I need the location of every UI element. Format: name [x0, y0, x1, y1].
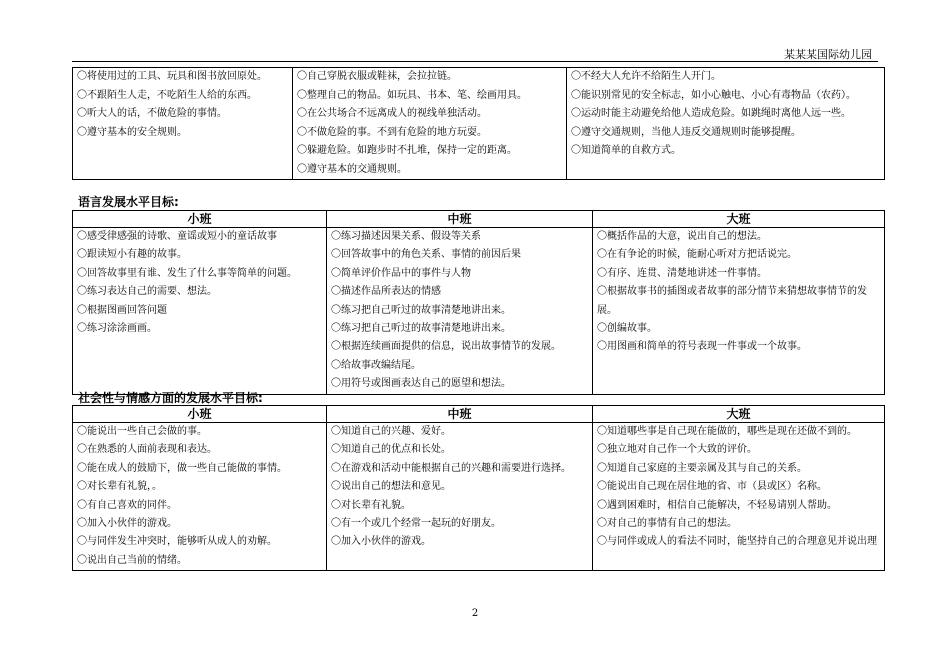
list-item: 〇在熟悉的人面前表现和表达。: [77, 444, 217, 456]
list-item: 〇知道哪些事是自己现在能做的，哪些是现在还做不到的。: [597, 426, 857, 437]
safety-col-middle: [293, 68, 567, 180]
list-item: 〇跟读短小有趣的故事。: [77, 249, 187, 261]
column-header-middle: 中班: [327, 406, 593, 423]
list-item: 〇整理自己的物品。如玩具、书本、笔、绘画用具。: [297, 89, 527, 101]
list-item: 〇能说出自己现在居住地的省、市（县或区）名称。: [597, 481, 827, 493]
list-item: 〇躲避危险。如跑步时不扎堆，保持一定的距离。: [297, 145, 517, 156]
list-item: 〇简单评价作品中的事件与人物: [331, 267, 471, 279]
safety-col-large: [567, 68, 885, 180]
list-item: 〇知道自己的优点和长处。: [331, 444, 451, 456]
header-divider: [72, 61, 878, 62]
social-goals-table: [72, 405, 885, 571]
list-item: 〇感受律感强的诗歌、童谣或短小的童话故事: [77, 231, 277, 242]
list-item: 〇说出自己当前的情绪。: [77, 554, 187, 566]
safety-col-small: [73, 68, 293, 180]
list-item: 〇与同伴或成人的看法不同时，能坚持自己的合理意见并说出理: [597, 536, 877, 548]
list-item: 〇描述作品所表达的情感: [331, 286, 441, 298]
list-item: 〇根据图画回答问题: [77, 304, 167, 316]
list-item: 〇练习表达自己的需要、想法。: [77, 286, 217, 298]
table-header-row: [73, 211, 885, 228]
table-row: [73, 423, 885, 571]
social-col-large: [593, 423, 885, 571]
list-item: 〇对长辈有礼貌。: [331, 499, 411, 511]
column-header-small: 小班: [73, 406, 327, 423]
list-item: 〇知道自己家庭的主要亲属及其与自己的关系。: [597, 462, 807, 474]
list-item: 〇练习描述因果关系、假设等关系: [331, 231, 481, 242]
list-item: 〇对长辈有礼貌，。: [77, 481, 162, 493]
list-item: 〇根据连续画面提供的信息，说出故事情节的发展。: [331, 341, 561, 353]
list-item: 〇听大人的话，不做危险的事情。: [77, 108, 227, 119]
list-item: 〇加入小伙伴的游戏。: [77, 518, 177, 530]
list-item: 〇创编故事。: [597, 323, 657, 335]
social-col-small: [73, 423, 327, 571]
list-item: 〇给故事改编结尾。: [331, 359, 421, 371]
list-item: 〇用图画和简单的符号表现一件事或一个故事。: [597, 341, 807, 353]
column-header-small: 小班: [73, 211, 327, 228]
list-item: 〇回答故事中的角色关系、事情的前因后果: [331, 249, 521, 261]
table-row: [73, 228, 885, 395]
list-item: 〇能说出一些自己会做的事。: [77, 426, 207, 437]
list-item: 〇不跟陌生人走，不吃陌生人给的东西。: [77, 89, 257, 101]
language-col-small: [73, 228, 327, 395]
list-item: 〇有序、连贯、清楚地讲述一件事情。: [597, 267, 767, 279]
list-item: 〇遇到困难时，相信自己能解决，不轻易请别人帮助。: [597, 499, 837, 511]
list-item: 〇将使用过的工具、玩具和图书放回原处。: [77, 71, 267, 82]
list-item: 〇练习把自己听过的故事清楚地讲出来。: [331, 323, 511, 335]
kindergarten-name: 某某某国际幼儿园: [784, 48, 872, 61]
list-item: 〇对自己的事情有自己的想法。: [597, 518, 737, 530]
list-item: 〇在有争论的时候，能耐心听对方把话说完。: [597, 249, 797, 261]
page-number: 2: [471, 608, 479, 619]
table-row: [73, 68, 885, 180]
list-item: 〇在公共场合不远离成人的视线单独活动。: [297, 108, 487, 119]
social-col-middle: [327, 423, 593, 571]
safety-goals-table: [72, 67, 885, 180]
list-item: 〇自己穿脱衣服或鞋袜，会拉拉链。: [297, 71, 457, 82]
list-item: 〇概括作品的大意，说出自己的想法。: [597, 231, 767, 242]
list-item: 〇能识别常见的安全标志，如小心触电、小心有毒物品（农药）。: [571, 89, 856, 101]
list-item: 〇知道自己的兴趣、爱好。: [331, 426, 451, 437]
list-item: 〇根据故事书的插图或者故事的部分情节来猜想故事情节的发展。: [597, 286, 867, 316]
list-item: 〇有一个或几个经常一起玩的好朋友。: [331, 518, 501, 530]
list-item: 〇不做危险的事。不到有危险的地方玩耍。: [297, 126, 487, 138]
language-section-title: 语言发展水平目标:: [78, 195, 179, 209]
list-item: 〇遵守基本的交通规则。: [297, 163, 407, 175]
list-item: 〇运动时能主动避免给他人造成危险。如跳绳时离他人远一些。: [571, 108, 851, 119]
list-item: 〇说出自己的想法和意见。: [331, 481, 451, 493]
list-item: 〇遵守交通规则，当他人违反交通规则时能够提醒。: [571, 126, 801, 138]
table-header-row: [73, 406, 885, 423]
language-col-large: [593, 228, 885, 395]
list-item: 〇练习涂涂画画。: [77, 323, 157, 335]
column-header-large: 大班: [593, 406, 885, 423]
list-item: 〇用符号或图画表达自己的愿望和想法。: [331, 378, 511, 390]
list-item: 〇加入小伙伴的游戏。: [331, 536, 431, 548]
list-item: 〇回答故事里有谁、发生了什么事等简单的问题。: [77, 267, 297, 279]
language-col-middle: [327, 228, 593, 395]
list-item: 〇练习把自己听过的故事清楚地讲出来。: [331, 304, 511, 316]
column-header-large: 大班: [593, 211, 885, 228]
language-goals-table: [72, 210, 885, 395]
column-header-middle: 中班: [327, 211, 593, 228]
list-item: 〇能在成人的鼓励下，做一些自己能做的事情。: [77, 462, 287, 474]
social-section-title: 社会性与情感方面的发展水平目标:: [78, 391, 263, 405]
list-item: 〇有自己喜欢的同伴。: [77, 499, 177, 511]
list-item: 〇独立地对自己作一个大致的评价。: [597, 444, 757, 456]
list-item: 〇遵守基本的安全规则。: [77, 126, 187, 138]
list-item: 〇在游戏和活动中能根据自己的兴趣和需要进行选择。: [331, 462, 571, 474]
list-item: 〇不经大人允许不给陌生人开门。: [571, 71, 721, 82]
list-item: 〇知道简单的自救方式。: [571, 145, 681, 156]
list-item: 〇与同伴发生冲突时，能够听从成人的劝解。: [77, 536, 277, 548]
